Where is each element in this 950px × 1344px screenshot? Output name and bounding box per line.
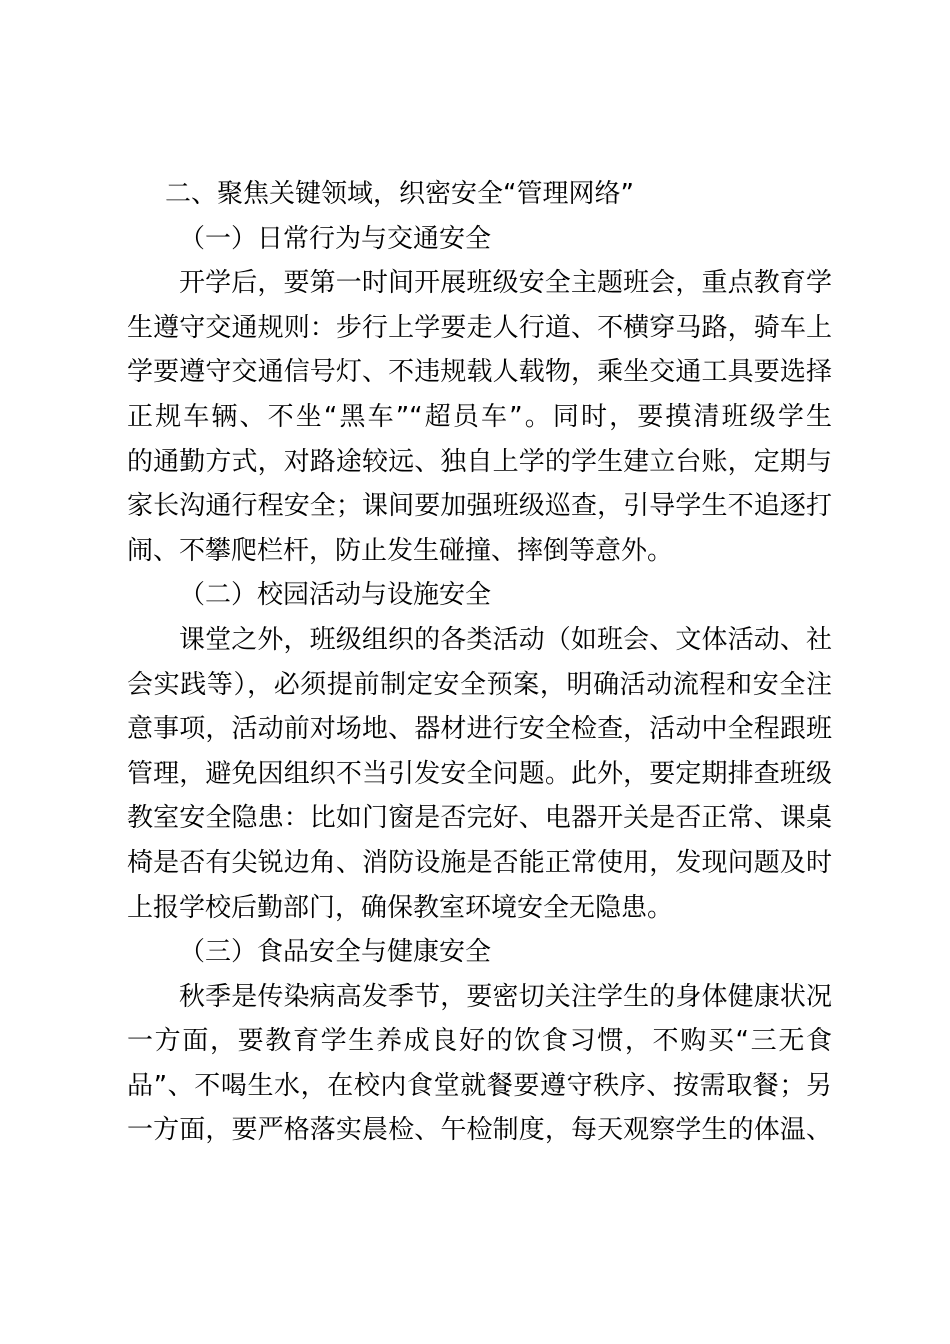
section-heading: 二、聚焦关键领域，织密安全“管理网络” — [165, 179, 634, 209]
paragraph-line: 一方面，要严格落实晨检、午检制度，每天观察学生的体温、 — [127, 1115, 832, 1146]
paragraph-line: 闹、不攀爬栏杆，防止发生碰撞、摔倒等意外。 — [127, 535, 674, 566]
paragraph-line: 管理，避免因组织不当引发安全问题。此外，要定期排查班级 — [127, 758, 832, 789]
document-body — [127, 172, 832, 1153]
paragraph-line: 秋季是传染病高发季节，要密切关注学生的身体健康状况 — [179, 981, 832, 1012]
paragraph-line: 的通勤方式，对路途较远、独自上学的学生建立台账，定期与 — [127, 446, 832, 477]
paragraph-line: 上报学校后勤部门，确保教室环境安全无隐患。 — [127, 892, 674, 923]
paragraph-line: 椅是否有尖锐边角、消防设施是否能正常使用，发现问题及时 — [127, 847, 832, 878]
paragraph-line: 家长沟通行程安全；课间要加强班级巡查，引导学生不追逐打 — [127, 491, 832, 522]
paragraph-line: 会实践等），必须提前制定安全预案，明确活动流程和安全注 — [127, 669, 832, 700]
subsection-heading-3: （三）食品安全与健康安全 — [179, 937, 492, 968]
paragraph-line: 生遵守交通规则：步行上学要走人行道、不横穿马路，骑车上 — [127, 312, 832, 343]
paragraph-line: 教室安全隐患：比如门窗是否完好、电器开关是否正常、课桌 — [127, 803, 832, 834]
subsection-heading-1: （一）日常行为与交通安全 — [179, 223, 492, 254]
paragraph-line: 开学后，要第一时间开展班级安全主题班会，重点教育学 — [179, 268, 832, 299]
paragraph-line: 意事项，活动前对场地、器材进行安全检查，活动中全程跟班 — [127, 714, 832, 745]
paragraph-line: 正规车辆、不坐“黑车”“超员车”。同时，要摸清班级学生 — [127, 401, 832, 432]
paragraph-line: 品”、不喝生水，在校内食堂就餐要遵守秩序、按需取餐；另 — [127, 1070, 832, 1101]
paragraph-line: 一方面，要教育学生养成良好的饮食习惯，不购买“三无食 — [127, 1026, 832, 1057]
subsection-heading-2: （二）校园活动与设施安全 — [179, 580, 492, 611]
paragraph-line: 学要遵守交通信号灯、不违规载人载物，乘坐交通工具要选择 — [127, 357, 832, 388]
paragraph-line: 课堂之外，班级组织的各类活动（如班会、文体活动、社 — [179, 624, 832, 655]
